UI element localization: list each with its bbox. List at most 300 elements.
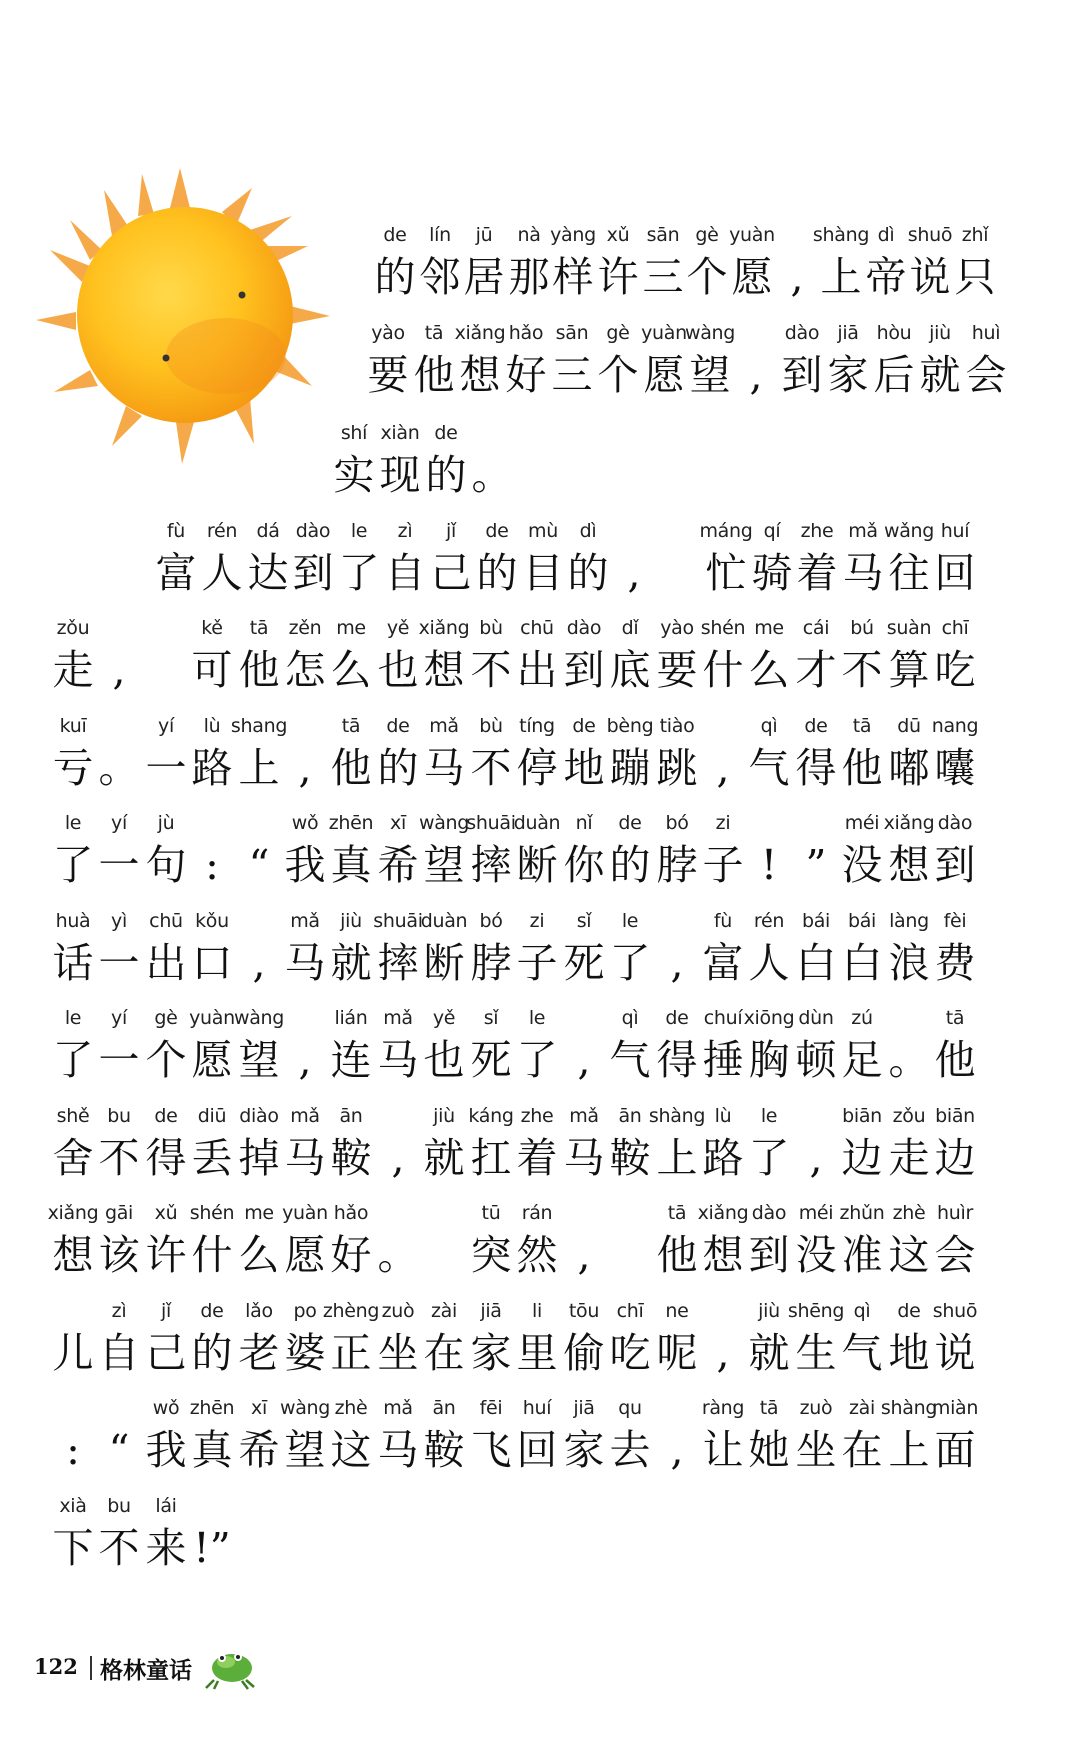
pinyin: de xyxy=(897,1300,921,1322)
pinyin: ān xyxy=(339,1105,363,1127)
hanzi: 怎 xyxy=(284,646,326,694)
hanzi: 也 xyxy=(377,646,419,694)
pinyin: duàn xyxy=(513,812,561,834)
pinyin: shí xyxy=(340,422,368,444)
hanzi: 不 xyxy=(470,646,512,694)
hanzi: 到 xyxy=(292,549,334,597)
hanzi: 下 xyxy=(52,1524,94,1572)
hanzi: 三 xyxy=(551,351,593,399)
pinyin: huí xyxy=(940,520,970,542)
hanzi: 得 xyxy=(795,744,837,792)
pinyin: xī xyxy=(390,812,406,834)
pinyin: dào xyxy=(751,1202,787,1224)
pinyin: zǒu xyxy=(56,617,90,639)
text-line xyxy=(0,422,1080,532)
hanzi: 停 xyxy=(516,744,558,792)
hanzi: 愿 xyxy=(731,253,773,301)
hanzi: 该 xyxy=(98,1231,140,1279)
pinyin: huìr xyxy=(937,1202,973,1224)
pinyin: de xyxy=(200,1300,224,1322)
hanzi: 丢 xyxy=(191,1134,233,1182)
hanzi: 了 xyxy=(516,1036,558,1084)
pinyin: chū xyxy=(520,617,554,639)
pinyin: mǎ xyxy=(290,1105,320,1127)
hanzi: 她 xyxy=(748,1426,790,1474)
hanzi: 人 xyxy=(748,939,790,987)
hanzi: 的 xyxy=(567,549,609,597)
hanzi: 一 xyxy=(98,1036,140,1084)
hanzi: 没 xyxy=(795,1231,837,1279)
pinyin: yí xyxy=(111,812,127,834)
hanzi: 愿 xyxy=(284,1231,326,1279)
pinyin: nà xyxy=(517,224,541,246)
hanzi: 吃 xyxy=(609,1329,651,1377)
hanzi: 了 xyxy=(609,939,651,987)
hanzi: 回 xyxy=(516,1426,558,1474)
pinyin: yào xyxy=(660,617,694,639)
pinyin: fèi xyxy=(943,910,967,932)
hanzi: 鞍 xyxy=(330,1134,372,1182)
pinyin: zì xyxy=(111,1300,127,1322)
hanzi: 断 xyxy=(423,939,465,987)
hanzi: , xyxy=(577,1036,591,1084)
pinyin: wàng xyxy=(233,1007,285,1029)
pinyin: shàng xyxy=(648,1105,706,1127)
hanzi: 面 xyxy=(934,1426,976,1474)
hanzi: 着 xyxy=(516,1134,558,1182)
hanzi: , xyxy=(627,549,641,597)
pinyin: yàng xyxy=(550,224,596,246)
hanzi: 了 xyxy=(52,841,94,889)
pinyin: xǔ xyxy=(154,1202,178,1224)
footer-divider xyxy=(90,1656,92,1680)
pinyin: biān xyxy=(935,1105,975,1127)
pinyin: shuō xyxy=(907,224,953,246)
pinyin: jiā xyxy=(573,1397,595,1419)
hanzi: 这 xyxy=(888,1231,930,1279)
hanzi: 忙 xyxy=(705,549,747,597)
pinyin: zhēn xyxy=(189,1397,235,1419)
hanzi: 吃 xyxy=(934,646,976,694)
pinyin: tā xyxy=(852,715,872,737)
hanzi: 己 xyxy=(430,549,472,597)
pinyin: zhe xyxy=(800,520,834,542)
pinyin: lù xyxy=(714,1105,732,1127)
pinyin: yuàn xyxy=(729,224,775,246)
hanzi: 不 xyxy=(470,744,512,792)
hanzi: 么 xyxy=(330,646,372,694)
hanzi: 突 xyxy=(470,1231,512,1279)
hanzi: 就 xyxy=(748,1329,790,1377)
hanzi: 去 xyxy=(609,1426,651,1474)
hanzi: , xyxy=(716,744,730,792)
hanzi: 居 xyxy=(463,253,505,301)
pinyin: tā xyxy=(667,1202,687,1224)
hanzi: 愿 xyxy=(191,1036,233,1084)
pinyin: diào xyxy=(239,1105,279,1127)
hanzi: 望 xyxy=(284,1426,326,1474)
pinyin: wǒ xyxy=(291,812,319,834)
pinyin: jiù xyxy=(929,322,951,344)
hanzi: 上 xyxy=(656,1134,698,1182)
pinyin: ān xyxy=(432,1397,456,1419)
pinyin: lù xyxy=(203,715,221,737)
pinyin: huà xyxy=(55,910,91,932)
pinyin: le xyxy=(64,1007,82,1029)
text-line xyxy=(0,617,1080,727)
hanzi: 真 xyxy=(330,841,372,889)
hanzi: 断 xyxy=(516,841,558,889)
hanzi: 想 xyxy=(52,1231,94,1279)
hanzi: 我 xyxy=(145,1426,187,1474)
pinyin: zhe xyxy=(520,1105,554,1127)
hanzi: 出 xyxy=(516,646,558,694)
pinyin: yuàn xyxy=(641,322,687,344)
pinyin: kǒu xyxy=(195,910,229,932)
pinyin: tōu xyxy=(568,1300,600,1322)
pinyin: dào xyxy=(784,322,820,344)
hanzi: 鞍 xyxy=(423,1426,465,1474)
pinyin: dì xyxy=(579,520,597,542)
hanzi: 上 xyxy=(820,253,862,301)
pinyin: dū xyxy=(897,715,921,737)
pinyin: shuō xyxy=(932,1300,978,1322)
hanzi: , xyxy=(252,939,266,987)
hanzi: 的 xyxy=(377,744,419,792)
hanzi: , xyxy=(809,1134,823,1182)
hanzi: 气 xyxy=(748,744,790,792)
hanzi: 可 xyxy=(191,646,233,694)
pinyin: mǎ xyxy=(848,520,878,542)
hanzi: 路 xyxy=(702,1134,744,1182)
pinyin: xǔ xyxy=(606,224,630,246)
pinyin: dì xyxy=(877,224,895,246)
hanzi: 边 xyxy=(841,1134,883,1182)
pinyin: shuāi xyxy=(373,910,423,932)
hanzi: 的 xyxy=(476,549,518,597)
hanzi: 家 xyxy=(827,351,869,399)
pinyin: zài xyxy=(431,1300,457,1322)
hanzi: 愿 xyxy=(643,351,685,399)
hanzi: 地 xyxy=(563,744,605,792)
hanzi: 扛 xyxy=(470,1134,512,1182)
pinyin: gè xyxy=(695,224,719,246)
hanzi: 他 xyxy=(934,1036,976,1084)
hanzi: 亏 xyxy=(52,744,94,792)
pinyin: dǐ xyxy=(621,617,639,639)
hanzi: 许 xyxy=(597,253,639,301)
pinyin: xiǎng xyxy=(418,617,470,639)
hanzi: 就 xyxy=(330,939,372,987)
pinyin: shang xyxy=(230,715,288,737)
hanzi: 鞍 xyxy=(609,1134,651,1182)
hanzi: 这 xyxy=(330,1426,372,1474)
hanzi: 路 xyxy=(191,744,233,792)
hanzi: 白 xyxy=(841,939,883,987)
hanzi: 足 xyxy=(841,1036,883,1084)
hanzi: 上 xyxy=(238,744,280,792)
hanzi: 子 xyxy=(702,841,744,889)
hanzi: 回 xyxy=(934,549,976,597)
pinyin: mǎ xyxy=(290,910,320,932)
hanzi: 到 xyxy=(934,841,976,889)
pinyin: sān xyxy=(646,224,680,246)
hanzi: 就 xyxy=(919,351,961,399)
hanzi: 地 xyxy=(888,1329,930,1377)
pinyin: yí xyxy=(111,1007,127,1029)
pinyin: jū xyxy=(475,224,493,246)
hanzi: 到 xyxy=(563,646,605,694)
hanzi: 舍 xyxy=(52,1134,94,1182)
pinyin: qì xyxy=(621,1007,639,1029)
hanzi: 气 xyxy=(841,1329,883,1377)
pinyin: bù xyxy=(479,617,503,639)
hanzi: 。 xyxy=(888,1036,930,1084)
hanzi: : xyxy=(66,1426,80,1474)
hanzi: 他 xyxy=(656,1231,698,1279)
hanzi: , xyxy=(298,1036,312,1084)
text-line xyxy=(0,715,1080,825)
pinyin: kuī xyxy=(59,715,87,737)
hanzi: 要 xyxy=(656,646,698,694)
hanzi: 句 xyxy=(145,841,187,889)
pinyin: le xyxy=(621,910,639,932)
pinyin: lín xyxy=(429,224,451,246)
hanzi: 才 xyxy=(795,646,837,694)
hanzi: 坐 xyxy=(795,1426,837,1474)
pinyin: cái xyxy=(802,617,830,639)
pinyin: dào xyxy=(937,812,973,834)
hanzi: 望 xyxy=(238,1036,280,1084)
pinyin: zhèng xyxy=(322,1300,380,1322)
pinyin: tā xyxy=(424,322,444,344)
hanzi: 囔 xyxy=(934,744,976,792)
pinyin: de xyxy=(154,1105,178,1127)
pinyin: zhè xyxy=(334,1397,368,1419)
pinyin: li xyxy=(532,1300,542,1322)
pinyin: lái xyxy=(155,1495,177,1517)
hanzi: 骑 xyxy=(751,549,793,597)
pinyin: tū xyxy=(481,1202,501,1224)
hanzi: 话 xyxy=(52,939,94,987)
pinyin: rén xyxy=(206,520,238,542)
pinyin: huí xyxy=(522,1397,552,1419)
pinyin: rén xyxy=(753,910,785,932)
hanzi: 了 xyxy=(748,1134,790,1182)
pinyin: rán xyxy=(521,1202,553,1224)
pinyin: yì xyxy=(111,910,127,932)
hanzi: 掉 xyxy=(238,1134,280,1182)
hanzi: 邻 xyxy=(419,253,461,301)
pinyin: ān xyxy=(618,1105,642,1127)
hanzi: 好 xyxy=(505,351,547,399)
pinyin: dá xyxy=(256,520,280,542)
pinyin: bu xyxy=(107,1495,131,1517)
pinyin: duàn xyxy=(420,910,468,932)
hanzi: 一 xyxy=(145,744,187,792)
pinyin: nang xyxy=(931,715,979,737)
pinyin: de xyxy=(485,520,509,542)
hanzi: 马 xyxy=(284,939,326,987)
hanzi: 许 xyxy=(145,1231,187,1279)
hanzi: , xyxy=(112,646,126,694)
hanzi: 生 xyxy=(795,1329,837,1377)
hanzi: 么 xyxy=(238,1231,280,1279)
pinyin: de xyxy=(804,715,828,737)
pinyin: wàng xyxy=(279,1397,331,1419)
pinyin: yuàn xyxy=(189,1007,235,1029)
hanzi: 后 xyxy=(873,351,915,399)
hanzi: 到 xyxy=(748,1231,790,1279)
hanzi: 真 xyxy=(191,1426,233,1474)
hanzi: 马 xyxy=(563,1134,605,1182)
text-line xyxy=(0,322,1080,432)
text-line xyxy=(0,1007,1080,1117)
hanzi: 自 xyxy=(98,1329,140,1377)
hanzi: 蹦 xyxy=(609,744,651,792)
pinyin: me xyxy=(754,617,784,639)
pinyin: xiǎng xyxy=(883,812,935,834)
text-line xyxy=(0,1495,1080,1605)
pinyin: yě xyxy=(432,1007,456,1029)
pinyin: bù xyxy=(479,715,503,737)
hanzi: 。 xyxy=(471,451,513,499)
pinyin: de xyxy=(665,1007,689,1029)
hanzi: 实 xyxy=(333,451,375,499)
pinyin: shě xyxy=(56,1105,90,1127)
pinyin: po xyxy=(293,1300,317,1322)
hanzi: 了 xyxy=(52,1036,94,1084)
hanzi: 希 xyxy=(377,841,419,889)
pinyin: kě xyxy=(201,617,223,639)
pinyin: ràng xyxy=(701,1397,745,1419)
hanzi: 气 xyxy=(609,1036,651,1084)
pinyin: lián xyxy=(334,1007,368,1029)
pinyin: bó xyxy=(665,812,689,834)
pinyin: zì xyxy=(397,520,413,542)
pinyin: xià xyxy=(59,1495,87,1517)
hanzi: , xyxy=(577,1231,591,1279)
hanzi: 嘟 xyxy=(888,744,930,792)
hanzi: 人 xyxy=(201,549,243,597)
pinyin: zi xyxy=(715,812,731,834)
hanzi: 连 xyxy=(330,1036,372,1084)
frog-icon xyxy=(200,1646,262,1690)
pinyin: shén xyxy=(700,617,746,639)
hanzi: 希 xyxy=(238,1426,280,1474)
pinyin: hòu xyxy=(876,322,912,344)
hanzi: 摔 xyxy=(377,939,419,987)
pinyin: zi xyxy=(529,910,545,932)
hanzi: 他 xyxy=(238,646,280,694)
hanzi: 你 xyxy=(563,841,605,889)
pinyin: bái xyxy=(847,910,877,932)
hanzi: 着 xyxy=(796,549,838,597)
pinyin: mǎ xyxy=(383,1397,413,1419)
hanzi: 家 xyxy=(470,1329,512,1377)
pinyin: gè xyxy=(154,1007,178,1029)
hanzi: , xyxy=(670,1426,684,1474)
hanzi: 什 xyxy=(191,1231,233,1279)
pinyin: sǐ xyxy=(483,1007,499,1029)
pinyin: zhǔn xyxy=(839,1202,885,1224)
text-line xyxy=(0,1202,1080,1312)
pinyin: miàn xyxy=(931,1397,979,1419)
pinyin: méi xyxy=(798,1202,834,1224)
hanzi: , xyxy=(790,253,804,301)
pinyin: qì xyxy=(760,715,778,737)
hanzi: , xyxy=(391,1134,405,1182)
pinyin: chī xyxy=(616,1300,644,1322)
hanzi: 望 xyxy=(689,351,731,399)
hanzi: 马 xyxy=(423,744,465,792)
hanzi: 的 xyxy=(609,841,651,889)
pinyin: mǎ xyxy=(569,1105,599,1127)
hanzi: 的 xyxy=(374,253,416,301)
pinyin: zuò xyxy=(381,1300,415,1322)
hanzi: !” xyxy=(193,1524,231,1572)
pinyin: jiā xyxy=(837,322,859,344)
pinyin: xiǎng xyxy=(697,1202,749,1224)
pinyin: fù xyxy=(713,910,733,932)
hanzi: 婆 xyxy=(284,1329,326,1377)
pinyin: huì xyxy=(971,322,1001,344)
hanzi: 也 xyxy=(423,1036,465,1084)
hanzi: 到 xyxy=(781,351,823,399)
hanzi: 里 xyxy=(516,1329,558,1377)
hanzi: 的 xyxy=(425,451,467,499)
hanzi: “ xyxy=(108,1426,130,1474)
hanzi: 的 xyxy=(191,1329,233,1377)
pinyin: qí xyxy=(763,520,781,542)
pinyin: de xyxy=(618,812,642,834)
hanzi: 偷 xyxy=(563,1329,605,1377)
pinyin: gè xyxy=(606,322,630,344)
hanzi: 口 xyxy=(191,939,233,987)
pinyin: máng xyxy=(699,520,753,542)
pinyin: sǐ xyxy=(576,910,592,932)
pinyin: xī xyxy=(251,1397,267,1419)
hanzi: 好 xyxy=(330,1231,372,1279)
hanzi: 没 xyxy=(841,841,883,889)
hanzi: 个 xyxy=(686,253,728,301)
text-line xyxy=(0,910,1080,1020)
hanzi: 个 xyxy=(597,351,639,399)
hanzi: 马 xyxy=(377,1036,419,1084)
hanzi: 富 xyxy=(155,549,197,597)
hanzi: 自 xyxy=(384,549,426,597)
hanzi: 目 xyxy=(522,549,564,597)
pinyin: yuàn xyxy=(282,1202,328,1224)
hanzi: 。 xyxy=(98,744,140,792)
hanzi: 子 xyxy=(516,939,558,987)
pinyin: sān xyxy=(555,322,589,344)
text-line xyxy=(0,520,1080,630)
hanzi: 胸 xyxy=(748,1036,790,1084)
hanzi: 说 xyxy=(909,253,951,301)
hanzi: 会 xyxy=(965,351,1007,399)
pinyin: jiù xyxy=(340,910,362,932)
pinyin: hǎo xyxy=(333,1202,369,1224)
hanzi: 摔 xyxy=(470,841,512,889)
hanzi: 他 xyxy=(413,351,455,399)
hanzi: 走 xyxy=(888,1134,930,1182)
hanzi: , xyxy=(716,1329,730,1377)
pinyin: le xyxy=(350,520,368,542)
hanzi: 己 xyxy=(145,1329,187,1377)
pinyin: le xyxy=(64,812,82,834)
pinyin: le xyxy=(528,1007,546,1029)
